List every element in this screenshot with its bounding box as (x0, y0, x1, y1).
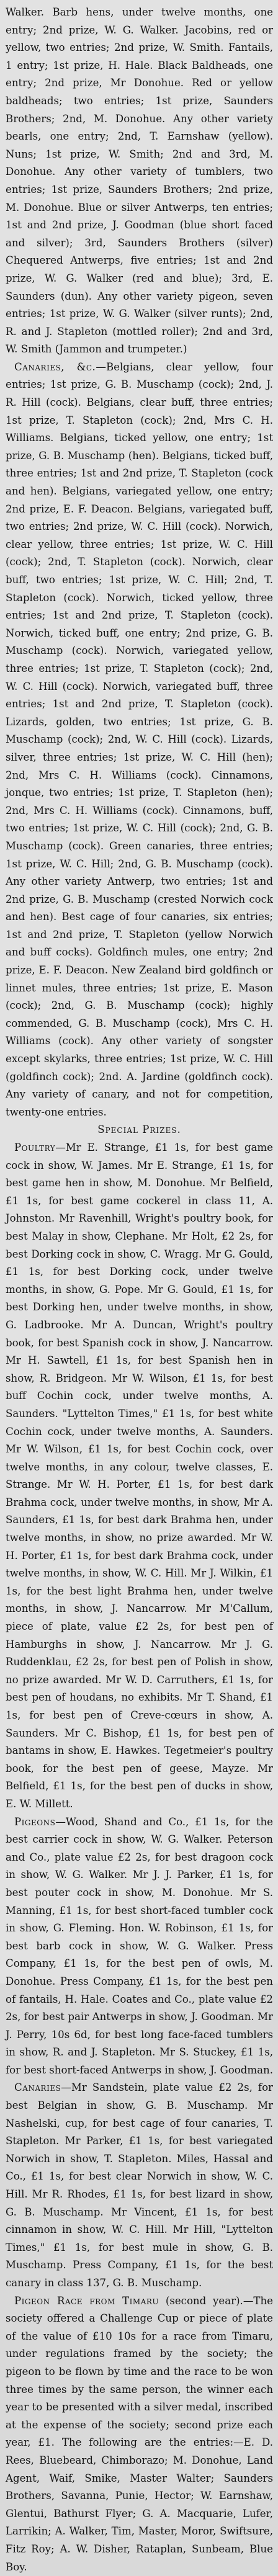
special-prizes-heading: Special Prizes. (97, 1124, 181, 1136)
canaries-special-section-lead: Canaries (14, 2082, 61, 2094)
pigeons-special-prizes-paragraph (6, 1813, 273, 2080)
canaries-section-lead: Canaries, &c. (14, 360, 96, 373)
canaries-results-paragraph (6, 359, 273, 1122)
poultry-special-prizes-paragraph (6, 1139, 273, 1813)
canaries-special-prizes-paragraph (6, 2079, 273, 2292)
poultry-special-prizes-text: —Mr E. Strange, £1 1s, for best game cock in show, W. James. Mr E. Strange, £1 1s, for best game hen in show, M. Donohue. Mr Belfield, £1 1s, for best game cockerel in class 11, A. Johnston. Mr Ravenhill, Wright's poultry book, for best Malay in show, Clephane. Mr Holt, £2 2s, for best Dorking cock in show, C. Wragg. Mr G. Gould, £1 1s, for best Dorking cock, under twelve months, in show, G. Pope. Mr G. Gould, £1 1s, for best Dorking hen, under twelve months, in show, G. Ladbrooke. Mr A. Duncan, Wright's poultry book, for best Spanish cock in show, J. Nancarrow. Mr H. Sawtell, £1 1s, for best Spanish hen in show, R. Bridgeon. Mr W. Wilson, £1 1s, for best buff Cochin cock, under twelve months, A. Saunders. "Lyttelton Times," £1 1s, for best white Cochin cock, under twelve months, A. Saunders. Mr W. Wilson, £1 1s, for best Cochin cock, over twelve months, in any colour, twelve classes, E. Strange. Mr W. H. Porter, £1 1s, for best dark Brahma cock, under twelve months, in show, Mr A. Saunders, £1 1s, for best dark Brahma hen, under twelve months, in show, no prize awarded. Mr W. H. Porter, £1 1s, for best dark Brahma cock, under twelve months, in show, W. C. Hill. Mr J. Wilkin, £1 1s, for the best light Brahma hen, under twelve months, in show, J. Nancarrow. Mr M'Callum, piece of plate, value £2 2s, for best pen of Hamburghs in show, J. Nancarrow. Mr J. G. Ruddenklau, £2 2s, for best pen of Polish in show, no prize awarded. Mr W. D. Carruthers, £1 1s, for best pen of houdans, no exhibits. Mr T. Shand, £1 1s, for best pen of Creve-cœurs in show, A. Saunders. Mr C. Bishop, £1 1s, for best pen of bantams in show, E. Hawkes. Tegetmeier's poultry book, for the best pen of geese, Mayze. Mr Belfield, £1 1s, for the best pen of ducks in show, E. W. Millett. (6, 1142, 273, 1810)
pigeon-race-lead: Pigeon Race from Timaru (14, 2294, 159, 2307)
pigeon-results-paragraph: Walker. Barb hens, under twelve months, one entry; 2nd prize, W. G. Walker. Jacobins, red or yellow, two entries; 2nd prize, W. Smith. Fantails, 1 entry; 1st prize, H. Hale. Black Baldheads, one entry; 2nd prize, Mr Donohue. Red or yellow baldheads; two entries; 1st prize, Saunders Brothers; 2nd, M. Donohue. Any other variety bearls, one entry; 2nd, T. Earnshaw (yellow). Nuns; 1st prize, W. Smith; 2nd and 3rd, M. Donohue. Any other variety of tumblers, two entries; 1st prize, Saunders Brothers; 2nd prize, M. Donohue. Blue or silver Antwerps, ten entries; 1st and 2nd prize, J. Goodman (blue short faced and silver); 3rd, Saunders Brothers (silver) Chequered Antwerps, five entries; 1st and 2nd prize, W. G. Walker (red and blue); 3rd, E. Saunders (dun). Any other variety pigeon, seven entries; 1st prize, W. G. Walker (silver runts); 2nd, R. and J. Stapleton (mottled roller); 2nd and 3rd, W. Smith (Jammon and trumpeter.) (6, 6, 273, 356)
canaries-results-text: —Belgians, clear yellow, four entries; 1st prize, G. B. Muschamp (cock); 2nd, J. R. Hill (cock). Belgians, clear buff, three entries; 1st prize, T. Stapleton (cock); 2nd, Mrs C. H. Williams. Belgians, ticked yellow, one entry; 1st prize, G. B. Muschamp (hen). Belgians, ticked buff, three entries; 1st and 2nd prize, T. Stapleton (cock and hen). Belgians, variegated yellow, one entry; 2nd prize, E. F. Deacon. Belgians, variegated buff, two entries; 2nd prize, W. C. Hill (cock). Norwich, clear yellow, three entries; 1st prize, W. C. Hill (cock); 2nd, T. Stapleton (cock). Norwich, clear buff, two entries; 1st prize, W. C. Hill; 2nd, T. Stapleton (cock). Norwich, ticked yellow, three entries; 1st and 2nd prize, T. Stapleton (cock). Norwich, ticked buff, one entry; 2nd prize, G. B. Muschamp (cock). Norwich, variegated yellow, three entries; 1st prize, T. Stapleton (cock); 2nd, W. C. Hill (cock). Norwich, variegated buff, three entries; 1st and 2nd prize, T. Stapleton (cock). Lizards, golden, two entries; 1st prize, G. B. Muschamp (cock); 2nd, W. C. Hill (cock). Lizards, silver, three entries; 1st prize, W. C. Hill (hen); 2nd, Mrs C. H. Williams (cock). Cinnamons, jonque, two entries; 1st prize, T. Stapleton (hen); 2nd, Mrs C. H. Williams (cock). Cinnamons, buff, two entries; 1st prize, W. C. Hill (cock); 2nd, G. B. Muschamp (cock). Green canaries, three entries; 1st prize, W. C. Hill; 2nd, G. B. Muschamp (cock). Any other variety Antwerp, two entries; 1st and 2nd prize, G. B. Muschamp (crested Norwich cock and hen). Best cage of four canaries, six entries; 1st and 2nd prize, T. Stapleton (yellow Norwich and buff cocks). Goldfinch mules, one entry; 2nd prize, E. F. Deacon. New Zealand bird goldfinch or linnet mules, three entries; 1st prize, E. Mason (cock); 2nd, G. B. Muschamp (cock); highly commended, G. B. Muschamp (cock), Mrs C. H. Williams (cock). Any other variety of songster except skylarks, three entries; 1st prize, W. C. Hill (goldfinch cock); 2nd. A. Jardine (goldfinch cock). Any variety of canary, and not for competition, twenty-one entries. (6, 360, 273, 1118)
pigeon-race-paragraph (6, 2292, 273, 2576)
pigeons-section-lead: Pigeons (14, 1815, 56, 1828)
canaries-special-prizes-text: —Mr Sandstein, plate value £2 2s, for best Belgian in show, G. B. Muschamp. Mr Nashelski, cup, for best cage of four canaries, T. Stapleton. Mr Parker, £1 1s, for best variegated Norwich in show, T. Stapleton. Miles, Hassal and Co., £1 1s, for best clear Norwich in show, W. C. Hill. Mr R. Rhodes, £1 1s, for best lizard in show, G. B. Muschamp. Mr Vincent, £1 1s, for best cinnamon in show, W. C. Hill. Mr Hill, "Lyttelton Times," £1 1s, for best mule in show, G. B. Muschamp. Press Company, £1 1s, for the best canary in class 137, G. B. Muschamp. (6, 2082, 273, 2289)
pigeons-special-prizes-text: —Wood, Shand and Co., £1 1s, for the best carrier cock in show, W. G. Walker. Peterson and Co., plate value £2 2s, for best dragoon cock in show, W. G. Walker. Mr J. J. Parker, £1 1s, for best pouter cock in show, M. Donohue. Mr S. Manning, £1 1s, for best short-faced tumbler cock in show, G. Fleming. Hon. W. Robinson, £1 1s, for best barb cock in show, W. G. Walker. Press Company, £1 1s, for the best pen of owls, M. Donohue. Press Company, £1 1s, for the best pen of fantails, H. Hale. Coates and Co., plate value £2 2s, for best pair Antwerps in show, J. Goodman. Mr J. Perry, 10s 6d, for best long face-faced tumblers in show, R. and J. Stapleton. Mr S. Stuckey, £1 1s, for best short-faced Antwerps in show, J. Goodman. (6, 1815, 273, 2076)
poultry-section-lead: Poultry (14, 1142, 56, 1153)
pigeon-race-text: (second year).—The society offered a Challenge Cup or piece of plate of the value of £10 10s for a race from Timaru, under regulations framed by the society; the pigeon to be flown by time and the race to be won three times by the same person, the winner each year to be presented with a silver medal, inscribed at the expense of the society; second prize each year, £1. The following are the entries:—E. D. Rees, Bluebeard, Chimborazo; M. Donohue, Land Agent, Waif, Smike, Master Walter; Saunders Brothers, Savanna, Punie, Hector; W. Earnshaw, Glentui, Bathurst Flyer; G. A. Macquarie, Lufer, Larrikin; A. Walker, Tim, Master, Moror, Swiftsure, Fitz Roy; A. W. Disher, Rataplan, Sunbeam, Blue Boy. (6, 2294, 273, 2573)
